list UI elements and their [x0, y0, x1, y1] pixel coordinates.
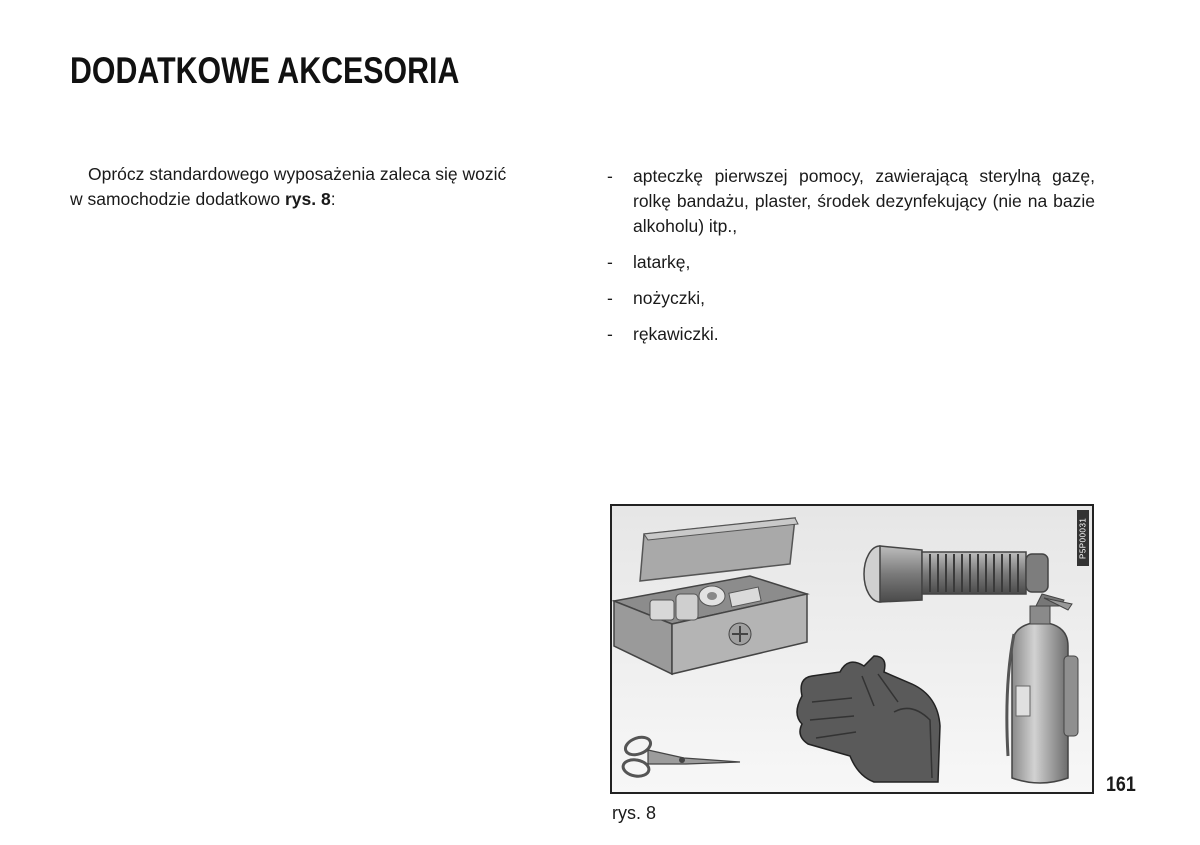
intro-line-1: Oprócz standardowego wyposażenia zaleca się wozić — [88, 164, 507, 184]
list-item-text: rękawiczki. — [633, 324, 719, 344]
list-item-text: nożyczki, — [633, 288, 705, 308]
list-item-text: apteczkę pierwszej pomocy, zawierającą sterylną gazę, rolkę bandażu, plaster, środek dezynfekujący (nie na bazie alkoholu) itp., — [633, 166, 1095, 236]
list-item — [607, 286, 1095, 311]
intro-line-2-end: : — [330, 189, 336, 209]
page-title: DODATKOWE AKCESORIA — [70, 50, 460, 91]
figure-caption: rys. 8 — [612, 803, 657, 823]
list-dash: - — [607, 166, 613, 186]
accessories-illustration — [610, 504, 1094, 794]
figure-reference: rys. 8 — [284, 189, 331, 209]
page-number: 161 — [1106, 773, 1136, 796]
list-item — [607, 250, 1095, 275]
accessories-list — [607, 164, 1095, 358]
list-dash: - — [607, 252, 613, 272]
intro-line-2-text: w samochodzie dodatkowo — [70, 189, 285, 209]
intro-line-2 — [70, 189, 336, 209]
figure-code-label: P5P00031 — [1077, 510, 1089, 566]
list-item — [607, 164, 1095, 239]
list-dash: - — [607, 288, 613, 308]
list-item — [607, 322, 1095, 347]
list-dash: - — [607, 324, 613, 344]
flashlight-icon — [864, 546, 1048, 602]
list-item-text: latarkę, — [633, 252, 691, 272]
intro-paragraph — [70, 162, 570, 212]
